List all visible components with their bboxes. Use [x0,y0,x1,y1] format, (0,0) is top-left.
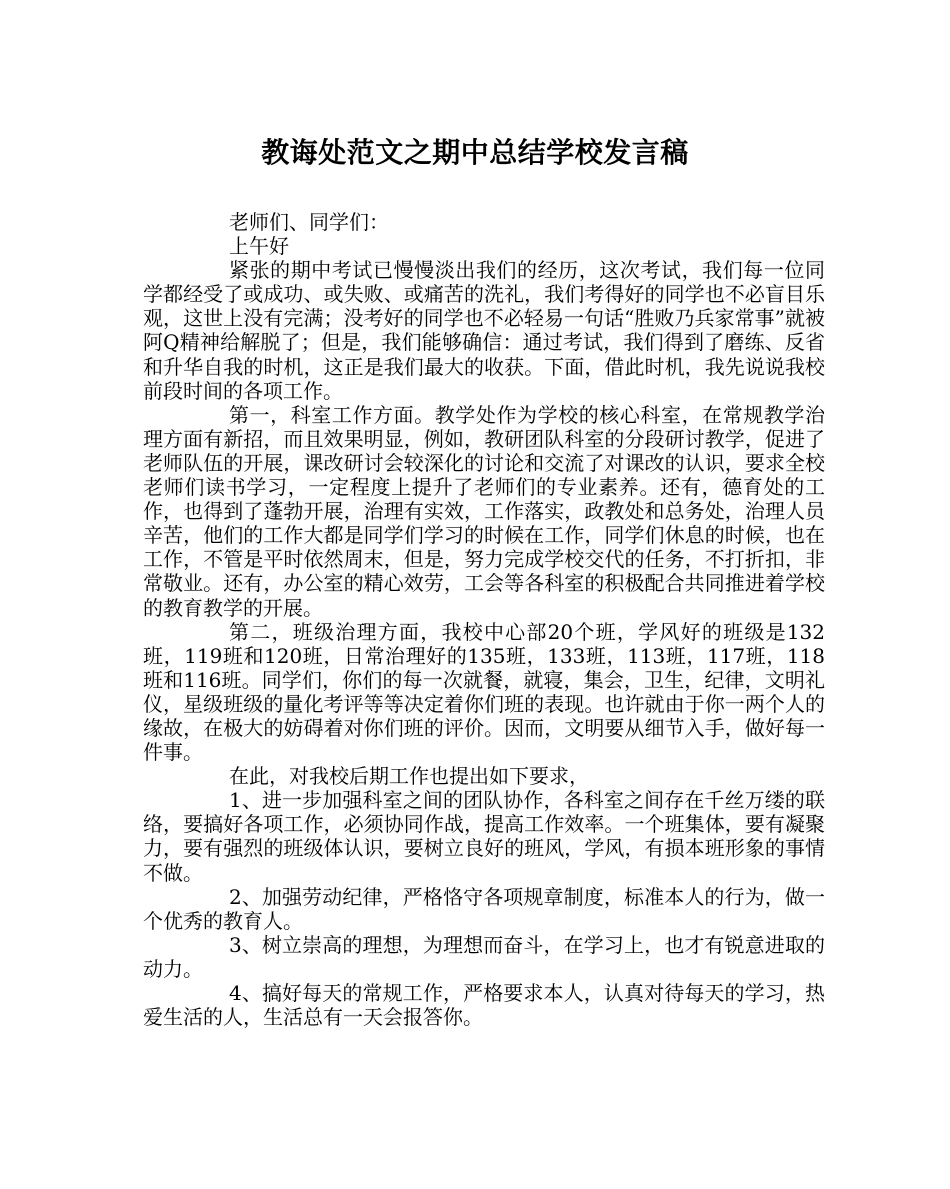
paragraph-second-point: 第二，班级治理方面，我校中心部20个班，学风好的班级是132班，119班和120班，日常治理好的135班，133班，113班，117班，118班和116班。同学们，你们的每一次就餐，就寝，集会，卫生，纪律，文明礼仪，星级班级的量化考评等等决定着你们班的表现。也许就由于你一两个人的缘故，在极大的妨碍着对你们班的评价。因而，文明要从细节入手，做好每一件事。 [143,619,825,765]
requirement-item-2: 2、加强劳动纪律，严格恪守各项规章制度，标准本人的行为，做一个优秀的教育人。 [143,884,825,933]
requirement-item-1: 1、进一步加强科室之间的团队协作，各科室之间存在千丝万缕的联络，要搞好各项工作，必须协同作战，提高工作效率。一个班集体，要有凝聚力，要有强烈的班级体认识，要树立良好的班风，学风，有损本班形象的事情不做。 [143,788,825,885]
salutation: 老师们、同学们： [229,210,389,234]
document-body [143,210,825,1029]
paragraph-intro: 紧张的期中考试已慢慢淡出我们的经历，这次考试，我们每一位同学都经受了或成功、或失败、或痛苦的洗礼，我们考得好的同学也不必盲目乐观，这世上没有完满；没考好的同学也不必轻易一句话“胜败乃兵家常事”就被阿Q精神给解脱了；但是，我们能够确信：通过考试，我们得到了磨练、反省和升华自我的时机，这正是我们最大的收获。下面，借此时机，我先说说我校前段时间的各项工作。 [143,258,825,403]
paragraph-requirements-intro: 在此，对我校后期工作也提出如下要求， [229,764,589,789]
requirement-item-3: 3、树立崇高的理想，为理想而奋斗，在学习上，也才有锐意进取的动力。 [143,932,825,981]
paragraph-first-point: 第一，科室工作方面。教学处作为学校的核心科室，在常规教学治理方面有新招，而且效果明显，例如，教研团队科室的分段研讨教学，促进了老师队伍的开展，课改研讨会较深化的讨论和交流了对课改的认识，要求全校老师们读书学习，一定程度上提升了老师们的专业素养。还有，德育处的工作，也得到了蓬勃开展，治理有实效，工作落实，政教处和总务处，治理人员辛苦，他们的工作大都是同学们学习的时候在工作，同学们休息的时候，也在工作，不管是平时依然周末，但是，努力完成学校交代的任务，不打折扣，非常敬业。还有，办公室的精心效劳，工会等各科室的积极配合共同推进着学校的教育教学的开展。 [143,402,825,620]
requirement-item-4: 4、搞好每天的常规工作，严格要求本人，认真对待每天的学习，热爱生活的人，生活总有一天会报答你。 [143,981,825,1030]
greeting: 上午好 [229,234,289,259]
document-title: 教诲处范文之期中总结学校发言稿 [261,136,689,169]
